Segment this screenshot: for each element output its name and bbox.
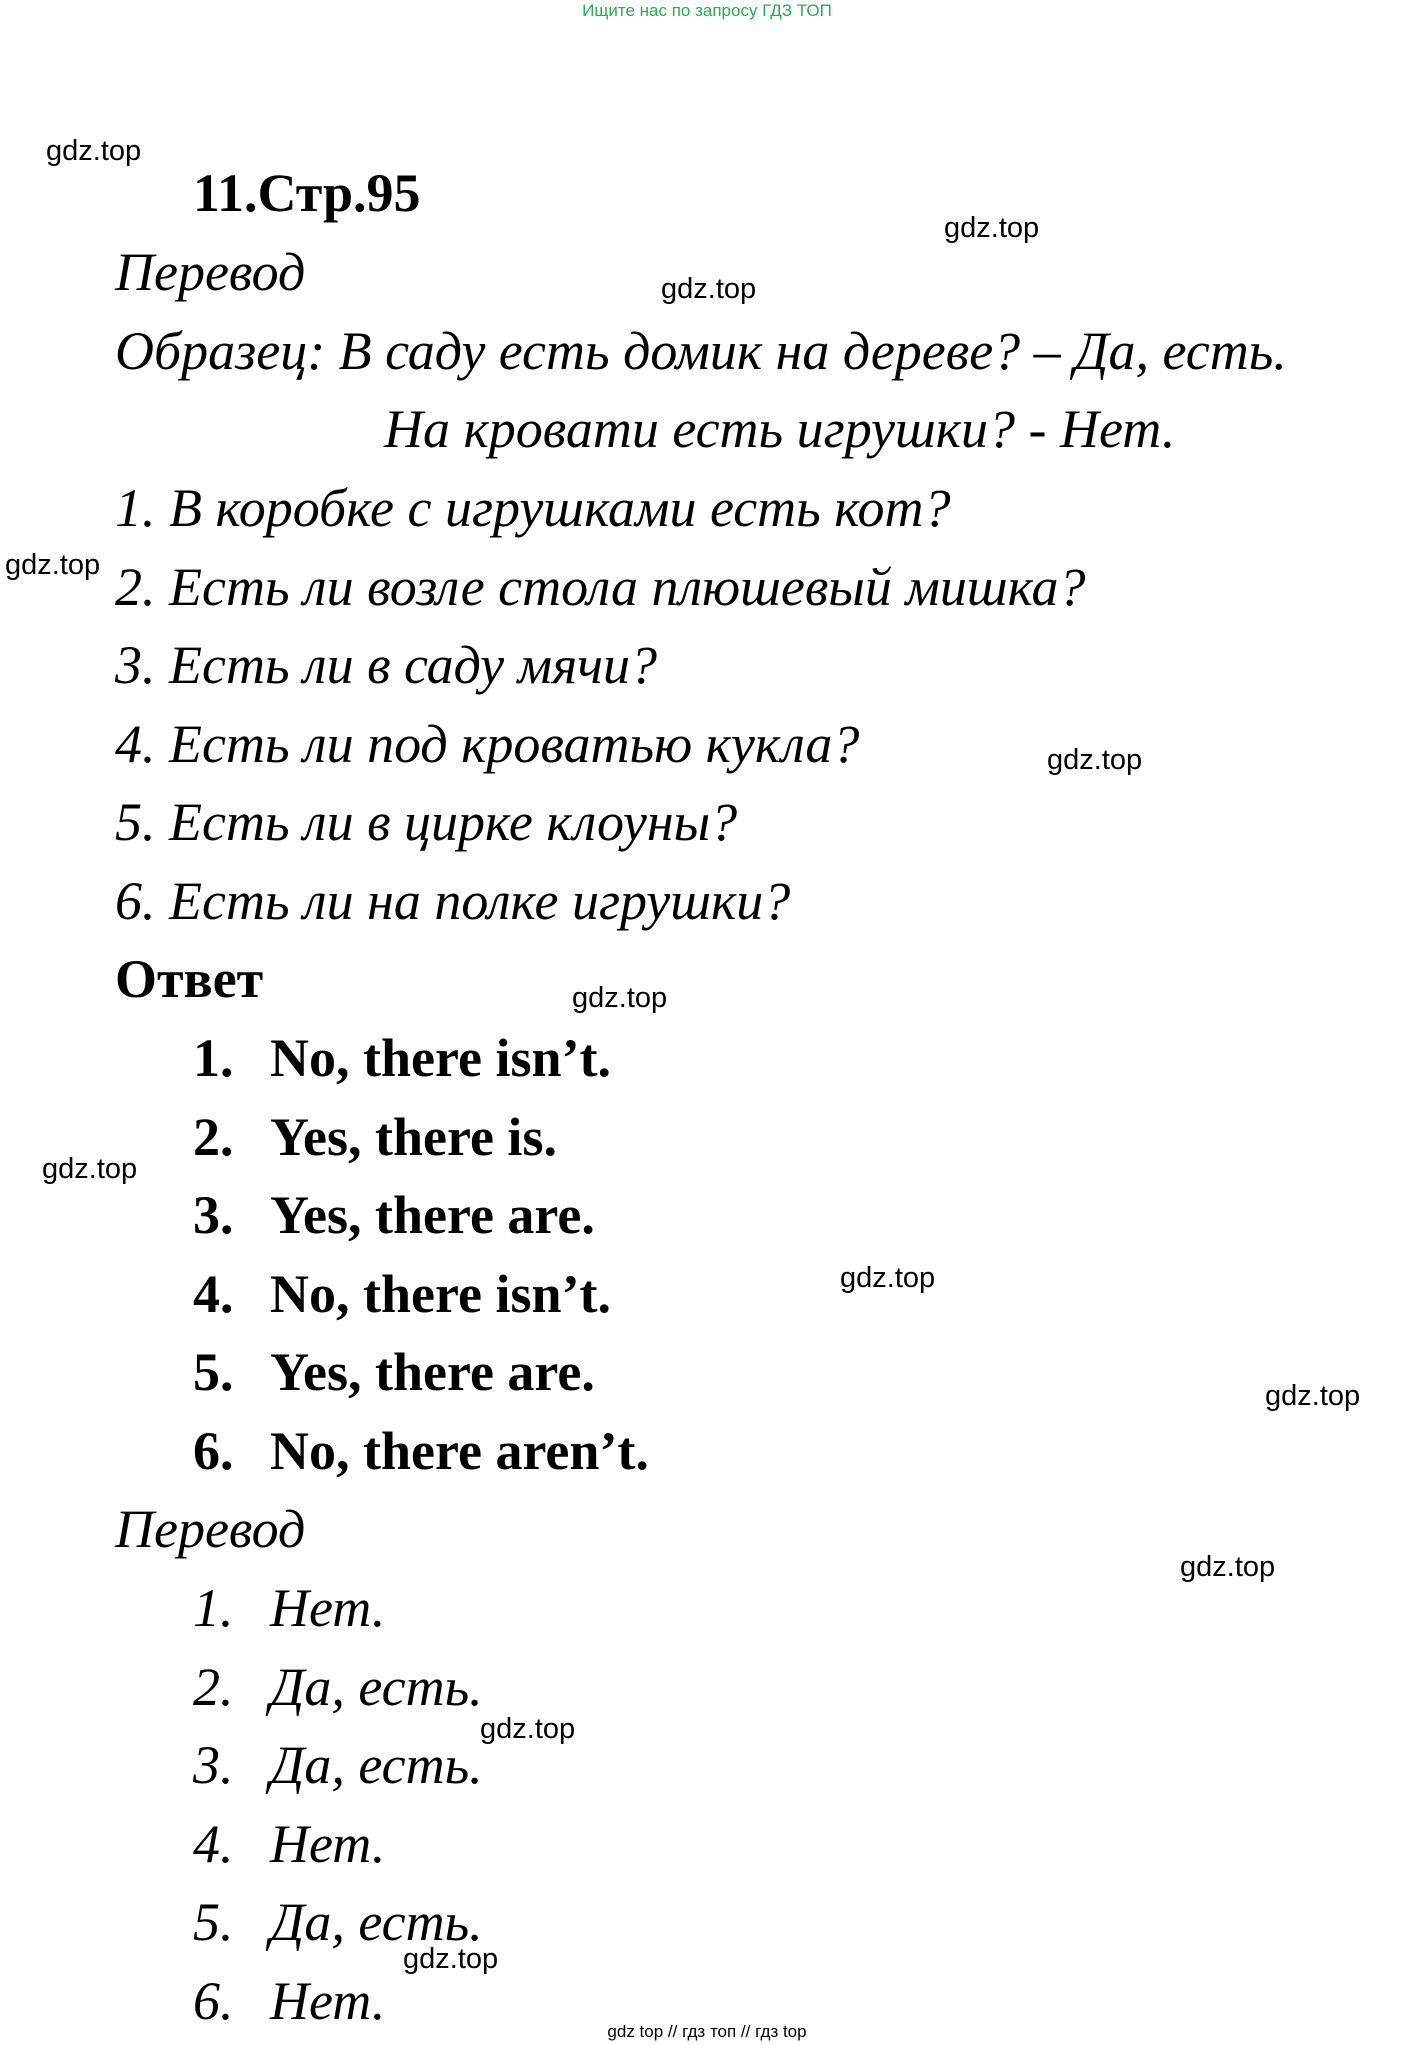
translation-item [193, 1657, 483, 1717]
example-line-2: На кровати есть игрушки? - Нет. [384, 399, 1176, 459]
watermark: gdz.top [46, 135, 142, 167]
translation-text: Нет. [270, 1971, 386, 2031]
watermark: gdz.top [1265, 1380, 1361, 1412]
translation-text: Нет. [270, 1578, 386, 1638]
answer-number: 4. [193, 1264, 234, 1324]
answer-number: 5. [193, 1342, 234, 1402]
answer-text: Yes, there is. [270, 1107, 557, 1167]
answer-text: No, there isn’t. [270, 1264, 611, 1324]
question-6: 6. Есть ли на полке игрушки? [115, 871, 791, 931]
translation-number: 1. [193, 1578, 234, 1638]
translation-heading: Перевод [115, 242, 306, 302]
answer-item [193, 1342, 595, 1402]
footer-links[interactable]: gdz top // гдз топ // гдз top [607, 2022, 807, 2041]
question-3: 3. Есть ли в саду мячи? [115, 635, 657, 695]
watermark: gdz.top [403, 1943, 499, 1975]
answer-item [193, 1028, 611, 1088]
translation-text: Нет. [270, 1814, 386, 1874]
watermark: gdz.top [480, 1713, 576, 1745]
translation-text: Да, есть. [270, 1735, 483, 1795]
translation-number: 2. [193, 1657, 234, 1717]
watermark: gdz.top [572, 982, 668, 1014]
translation-item [193, 1735, 483, 1795]
translation-item [193, 1814, 386, 1874]
answer-item [193, 1264, 611, 1324]
answer-text: No, there aren’t. [270, 1421, 649, 1481]
translation-number: 6. [193, 1971, 234, 2031]
example-line-1: Образец: В саду есть домик на дереве? – Да, есть. [115, 321, 1287, 381]
watermark: gdz.top [5, 549, 101, 581]
watermark: gdz.top [1047, 744, 1143, 776]
translation-number: 5. [193, 1892, 234, 1952]
translation-heading-2: Перевод [115, 1499, 306, 1559]
answer-item [193, 1107, 557, 1167]
answer-heading: Ответ [115, 949, 264, 1009]
question-5: 5. Есть ли в цирке клоуны? [115, 792, 738, 852]
watermark: gdz.top [42, 1153, 138, 1185]
search-banner[interactable]: Ищите нас по запросу ГДЗ ТОП [582, 1, 832, 20]
answer-number: 2. [193, 1107, 234, 1167]
question-4: 4. Есть ли под кроватью кукла? [115, 714, 860, 774]
translation-item [193, 1971, 386, 2031]
answer-number: 3. [193, 1185, 234, 1245]
translation-text: Да, есть. [270, 1892, 483, 1952]
answer-item [193, 1421, 649, 1481]
answer-text: Yes, there are. [270, 1342, 595, 1402]
question-2: 2. Есть ли возле стола плюшевый мишка? [115, 557, 1086, 617]
watermark: gdz.top [1180, 1551, 1276, 1583]
translation-number: 4. [193, 1814, 234, 1874]
answer-text: Yes, there are. [270, 1185, 595, 1245]
translation-item [193, 1892, 483, 1952]
answer-item [193, 1185, 595, 1245]
exercise-title: 11.Стр.95 [193, 163, 421, 223]
translation-number: 3. [193, 1735, 234, 1795]
translation-text: Да, есть. [270, 1657, 483, 1717]
translation-item [193, 1578, 386, 1638]
watermark: gdz.top [840, 1262, 936, 1294]
answer-number: 6. [193, 1421, 234, 1481]
answer-number: 1. [193, 1028, 234, 1088]
watermark: gdz.top [944, 212, 1040, 244]
watermark: gdz.top [661, 273, 757, 305]
answer-text: No, there isn’t. [270, 1028, 611, 1088]
question-1: 1. В коробке с игрушками есть кот? [115, 478, 951, 538]
